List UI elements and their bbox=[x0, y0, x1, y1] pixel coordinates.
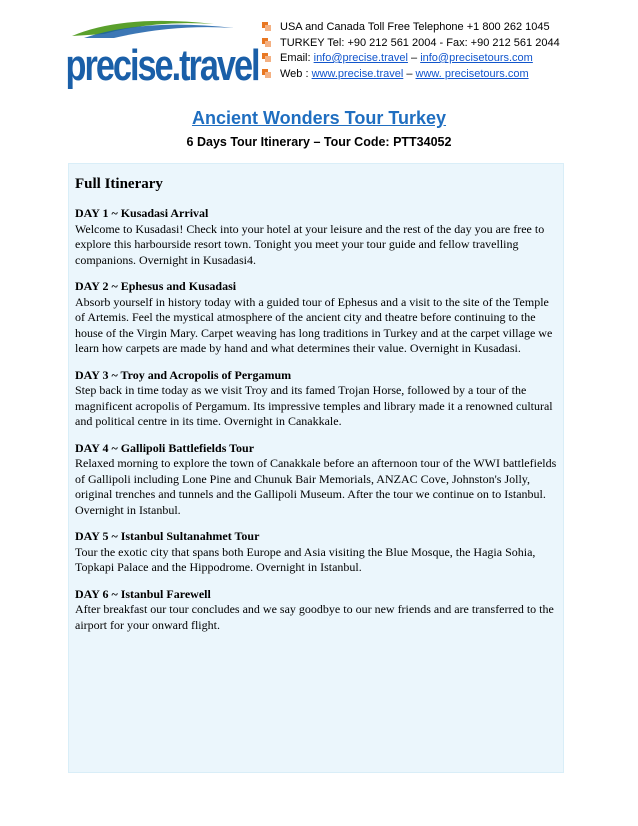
logo-swoosh-icon bbox=[72, 21, 234, 38]
day-description: After breakfast our tour concludes and we say goodbye to our new friends and are transferred to the airport for your onward flight. bbox=[75, 602, 554, 632]
day-description: Step back in time today as we visit Troy and its famed Trojan Horse, followed by a tour of the magnificent acropolis of Pergamum. Its impressive temples and library made it a renowned cultural and political centre in its time. Overnight in Canakkale. bbox=[75, 383, 553, 428]
contact-line-web bbox=[262, 67, 560, 83]
day-2 bbox=[75, 279, 559, 357]
tour-title: Ancient Wonders Tour Turkey bbox=[191, 108, 447, 128]
email-label: Email: bbox=[280, 52, 314, 64]
day-5 bbox=[75, 529, 559, 576]
itinerary-content bbox=[75, 176, 559, 644]
email-link-precisetours[interactable]: info@precisetours.com bbox=[420, 52, 533, 64]
bullet-icon bbox=[262, 38, 272, 48]
email-link-precise[interactable]: info@precise.travel bbox=[313, 52, 408, 64]
precise-travel-logo[interactable] bbox=[64, 14, 264, 90]
bullet-icon bbox=[262, 69, 272, 79]
bullet-icon bbox=[262, 22, 272, 32]
day-title: DAY 6 ~ Istanbul Farewell bbox=[75, 586, 211, 601]
email-separator: – bbox=[407, 52, 421, 64]
web-link-precise[interactable]: www.precise.travel bbox=[311, 67, 404, 80]
contact-info bbox=[262, 20, 560, 82]
day-description: Tour the exotic city that spans both Europe and Asia visiting the Blue Mosque, the Hagia Sohia, Topkapi Palace and the Hippodrome. Overnight in Istanbul. bbox=[75, 544, 536, 574]
tour-subtitle: 6 Days Tour Itinerary – Tour Code: PTT34052 bbox=[186, 135, 452, 149]
web-link-precisetours[interactable]: www. precisetours.com bbox=[415, 67, 529, 80]
day-title: DAY 5 ~ Istanbul Sultanahmet Tour bbox=[75, 529, 260, 543]
bullet-icon bbox=[262, 53, 272, 63]
day-description: Absorb yourself in history today with a guided tour of Ephesus and a visit to the site of the Temple of Artemis. Feel the mystical atmosphere of the ancient city and theatre before continuing to the house of the Virgin Mary. Carpet weaving has long traditions in Turkey and at the carpet village we learn how carpets are made by hand and what determines their value. Overnight in Kusadasi. bbox=[75, 294, 553, 355]
day-title: DAY 2 ~ Ephesus and Kusadasi bbox=[75, 279, 237, 293]
day-6 bbox=[75, 587, 559, 634]
day-title: DAY 4 ~ Gallipoli Battlefields Tour bbox=[75, 440, 255, 455]
day-4 bbox=[75, 441, 559, 519]
web-separator: – bbox=[403, 67, 416, 80]
day-3 bbox=[75, 368, 559, 430]
web-label: Web : bbox=[280, 67, 312, 80]
itinerary-heading: Full Itinerary bbox=[75, 176, 163, 192]
contact-line-email bbox=[262, 51, 560, 67]
contact-line-turkey bbox=[262, 36, 560, 52]
day-title: DAY 3 ~ Troy and Acropolis of Pergamum bbox=[75, 367, 292, 382]
day-title: DAY 1 ~ Kusadasi Arrival bbox=[75, 206, 209, 220]
turkey-phone-text: TURKEY Tel: +90 212 561 2004 - Fax: +90 212 561 2044 bbox=[280, 36, 560, 49]
contact-line-usa bbox=[262, 20, 560, 36]
logo-text: precise.travel bbox=[65, 40, 261, 90]
usa-phone-text: USA and Canada Toll Free Telephone +1 800 262 1045 bbox=[280, 21, 550, 33]
day-1 bbox=[75, 206, 559, 268]
day-description: Welcome to Kusadasi! Check into your hotel at your leisure and the rest of the day you are free to explore this harbourside resort town. Tonight you meet your tour guide and fellow travelling companions. Overnight in Kusadasi4. bbox=[75, 221, 545, 267]
day-description: Relaxed morning to explore the town of Canakkale before an afternoon tour of the WWI battlefields of Gallipoli including Lone Pine and Chunuk Bair Memorials, ANZAC Cove, Johnston's Jolly, original trenches and tunnels and the Gallipoli Museum. After the tour we continue on to Istanbul. Overnight in Istanbul. bbox=[75, 456, 557, 517]
